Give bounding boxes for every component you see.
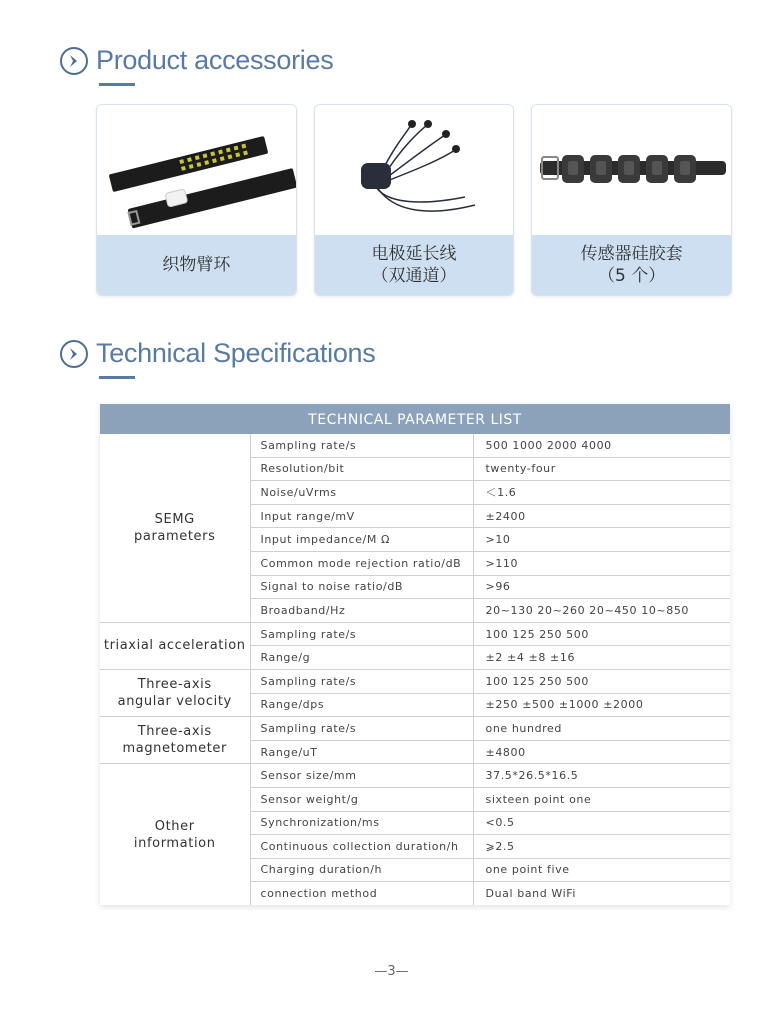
parameter-value: >110 bbox=[473, 551, 730, 575]
section-title: Technical Specifications bbox=[96, 338, 376, 368]
parameter-name: Continuous collection duration/h bbox=[250, 835, 473, 859]
parameter-name: connection method bbox=[250, 882, 473, 905]
electrode-cable-image bbox=[315, 105, 514, 235]
accessory-caption: 电极延长线 （双通道） bbox=[315, 235, 514, 295]
parameter-value: >96 bbox=[473, 575, 730, 599]
group-label: triaxial acceleration bbox=[100, 622, 250, 669]
table-row bbox=[100, 669, 730, 693]
parameter-value: 37.5*26.5*16.5 bbox=[473, 764, 730, 788]
parameter-name: Sensor size/mm bbox=[250, 764, 473, 788]
parameter-value: Dual band WiFi bbox=[485, 887, 577, 901]
parameter-name: Noise/uVrms bbox=[250, 481, 473, 505]
parameter-value: one hundred bbox=[473, 717, 730, 741]
accessory-cards bbox=[96, 104, 732, 296]
table-row bbox=[100, 717, 730, 741]
page-number: —3— bbox=[374, 964, 409, 979]
accessory-card-armband bbox=[96, 104, 297, 296]
parameter-value: ＜1.6 bbox=[473, 481, 730, 505]
parameter-name: Sampling rate/s bbox=[250, 669, 473, 693]
group-label: SEMG parameters bbox=[100, 434, 250, 622]
parameter-name: Common mode rejection ratio/dB bbox=[250, 551, 473, 575]
accessory-caption: 织物臂环 bbox=[97, 235, 296, 295]
parameter-value: ±2 ±4 ±8 ±16 bbox=[473, 646, 730, 670]
table-header: TECHNICAL PARAMETER LIST bbox=[100, 404, 730, 434]
section-title: Product accessories bbox=[96, 45, 334, 75]
parameter-value: ⩾2.5 bbox=[473, 835, 730, 859]
parameter-name: Range/g bbox=[250, 646, 473, 670]
armband-image bbox=[97, 105, 296, 235]
parameter-value: ±2400 bbox=[473, 504, 730, 528]
parameter-name: Sampling rate/s bbox=[250, 717, 473, 741]
section-header-accessories bbox=[60, 45, 333, 76]
accessory-card-silicone-sleeve bbox=[531, 104, 732, 296]
group-label: Three-axis magnetometer bbox=[100, 717, 250, 764]
parameter-value: ±250 ±500 ±1000 ±2000 bbox=[473, 693, 730, 717]
parameter-name: Sampling rate/s bbox=[250, 434, 473, 457]
parameter-value: twenty-four bbox=[473, 457, 730, 481]
parameter-name: Range/dps bbox=[250, 693, 473, 717]
parameter-value: >10 bbox=[473, 528, 730, 552]
parameter-name: Sensor weight/g bbox=[250, 787, 473, 811]
parameter-name: Broadband/Hz bbox=[250, 599, 473, 623]
silicone-sleeve-image bbox=[532, 105, 731, 235]
table-row bbox=[100, 764, 730, 788]
parameter-value: sixteen point one bbox=[473, 787, 730, 811]
parameter-name: Input impedance/M Ω bbox=[250, 528, 473, 552]
accessory-card-electrode-cable bbox=[314, 104, 515, 296]
parameter-grid bbox=[100, 434, 730, 905]
title-underline bbox=[99, 376, 135, 379]
section-header-specifications bbox=[60, 338, 375, 369]
parameter-value: ±4800 bbox=[473, 740, 730, 764]
parameter-value: 100 125 250 500 bbox=[473, 669, 730, 693]
parameter-value: <0.5 bbox=[473, 811, 730, 835]
parameter-name: Synchronization/ms bbox=[250, 811, 473, 835]
group-label: Other information bbox=[100, 764, 250, 905]
table-row bbox=[100, 434, 730, 457]
chevron-right-icon bbox=[60, 340, 88, 368]
parameter-name: Resolution/bit bbox=[250, 457, 473, 481]
chevron-right-icon bbox=[60, 47, 88, 75]
group-label: Three-axis angular velocity bbox=[100, 669, 250, 716]
parameter-value: 100 125 250 500 bbox=[473, 622, 730, 646]
parameter-name: Signal to noise ratio/dB bbox=[250, 575, 473, 599]
table-row bbox=[100, 622, 730, 646]
parameter-name: Sampling rate/s bbox=[250, 622, 473, 646]
parameter-table bbox=[100, 404, 730, 905]
title-underline bbox=[99, 83, 135, 86]
accessory-caption: 传感器硅胶套 （5 个） bbox=[532, 235, 731, 295]
parameter-value: one point five bbox=[473, 858, 730, 882]
parameter-value: 20~130 20~260 20~450 10~850 bbox=[473, 599, 730, 623]
parameter-name: Charging duration/h bbox=[250, 858, 473, 882]
parameter-name: Range/uT bbox=[250, 740, 473, 764]
parameter-name: Input range/mV bbox=[250, 504, 473, 528]
parameter-value: 500 1000 2000 4000 bbox=[473, 434, 730, 457]
